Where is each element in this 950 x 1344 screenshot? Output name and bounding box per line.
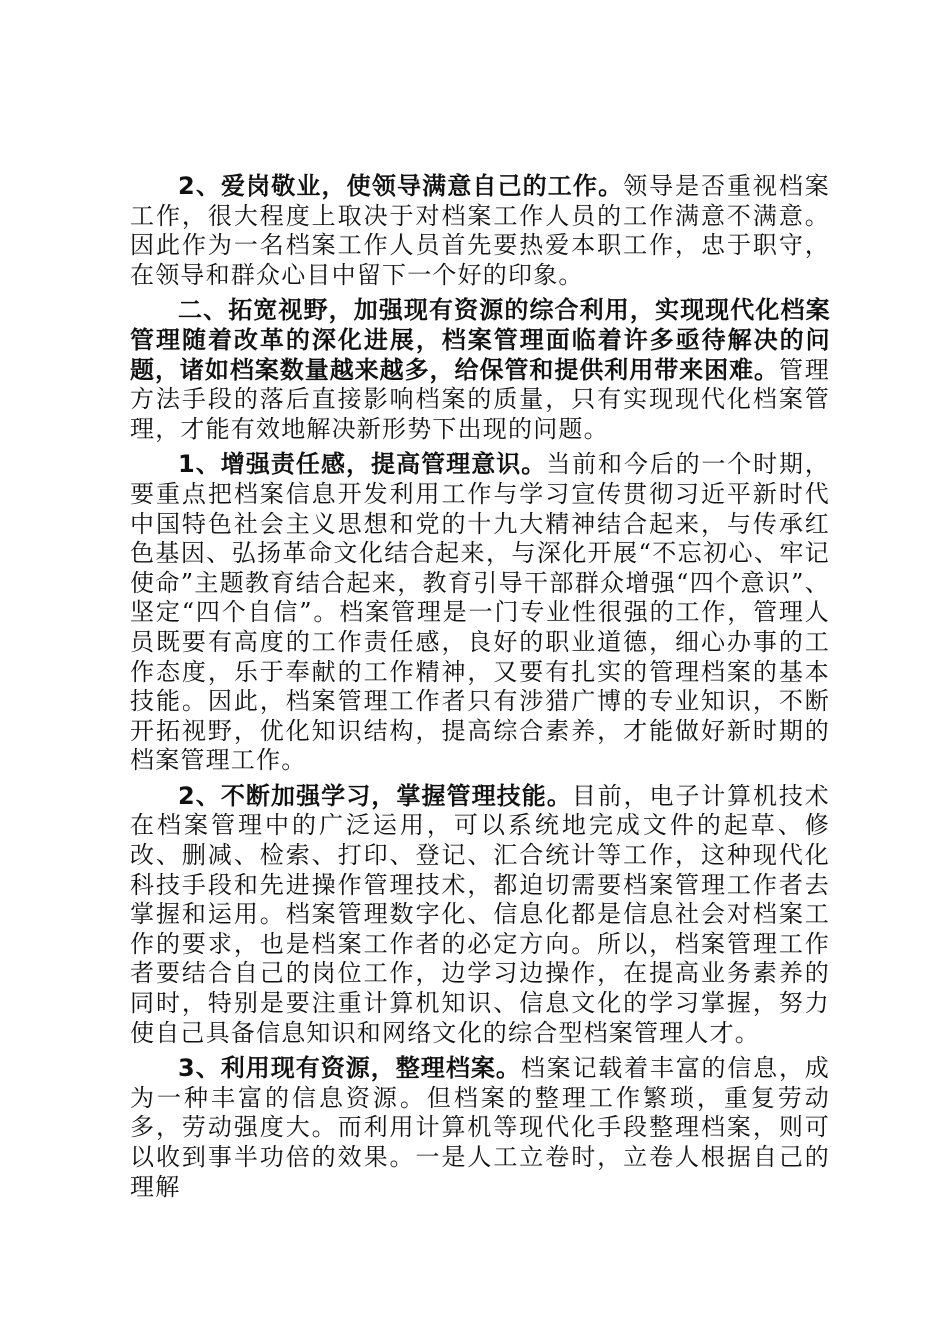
paragraph-heading: 1、增强责任感，提高管理意识。	[178, 450, 547, 479]
document-body	[130, 172, 830, 1202]
paragraph-text: 档案记载着丰富的信息，成为一种丰富的信息资源。但档案的整理工作繁琐，重复劳动多，劳动强度大。而利用计算机等现代化手段整理档案，则可以收到事半功倍的效果。一是人工立卷时，立卷人根据自己的理解	[130, 1054, 830, 1201]
paragraph-heading: 2、爱岗敬业，使领导满意自己的工作。	[178, 172, 624, 200]
paragraph-text: 管理方法手段的落后直接影响档案的质量，只有实现现代化档案管理，才能有效地解决新形势下出现的问题。	[130, 355, 830, 443]
paragraph-text: 当前和今后的一个时期，要重点把档案信息开发利用工作与学习宣传贯彻习近平新时代中国特色社会主义思想和党的十九大精神结合起来，与传承红色基因、弘扬革命文化结合起来，与深化开展“不忘初心、牢记使命”主题教育结合起来，教育引导干部群众增强“四个意识”、坚定“四个自信”。档案管理是一门专业性很强的工作，管理人员既要有高度的工作责任感，良好的职业道德，细心办事的工作态度，乐于奉献的工作精神，又要有扎实的管理档案的基本技能。因此，档案管理工作者只有涉猎广博的专业知识，不断开拓视野，优化知识结构，提高综合素养，才能做好新时期的档案管理工作。	[130, 450, 830, 775]
section-heading: 二、拓宽视野，加强现有资源的综合利用，实现现代化档案管理随着改革的深化进展，档案管理面临着许多亟待解决的问题，诸如档案数量越来越多，给保管和提供利用带来困难。	[130, 296, 830, 384]
paragraph-heading: 3、利用现有资源，整理档案。	[178, 1054, 521, 1083]
paragraph-responsibility	[130, 450, 830, 776]
paragraph-resources	[130, 1054, 830, 1202]
paragraph-text: 领导是否重视档案工作，很大程度上取决于对档案工作人员的工作满意不满意。因此作为一名档案工作人员首先要热爱本职工作，忠于职守，在领导和群众心目中留下一个好的印象。	[130, 172, 830, 289]
paragraph-heading: 2、不断加强学习，掌握管理技能。	[178, 781, 572, 810]
paragraph-text: 目前，电子计算机技术在档案管理中的广泛运用，可以系统地完成文件的起草、修改、删减、检索、打印、登记、汇合统计等工作，这种现代化科技手段和先进操作管理技术，都迫切需要档案管理工作者去掌握和运用。档案管理数字化、信息化都是信息社会对档案工作的要求，也是档案工作者的必定方向。所以，档案管理工作者要结合自己的岗位工作，边学习边操作，在提高业务素养的同时，特别是要注重计算机知识、信息文化的学习掌握，努力使自己具备信息知识和网络文化的综合型档案管理人才。	[130, 781, 831, 1047]
paragraph-learning	[130, 782, 830, 1048]
paragraph-section-two	[130, 296, 830, 444]
paragraph-dedication	[130, 172, 830, 290]
